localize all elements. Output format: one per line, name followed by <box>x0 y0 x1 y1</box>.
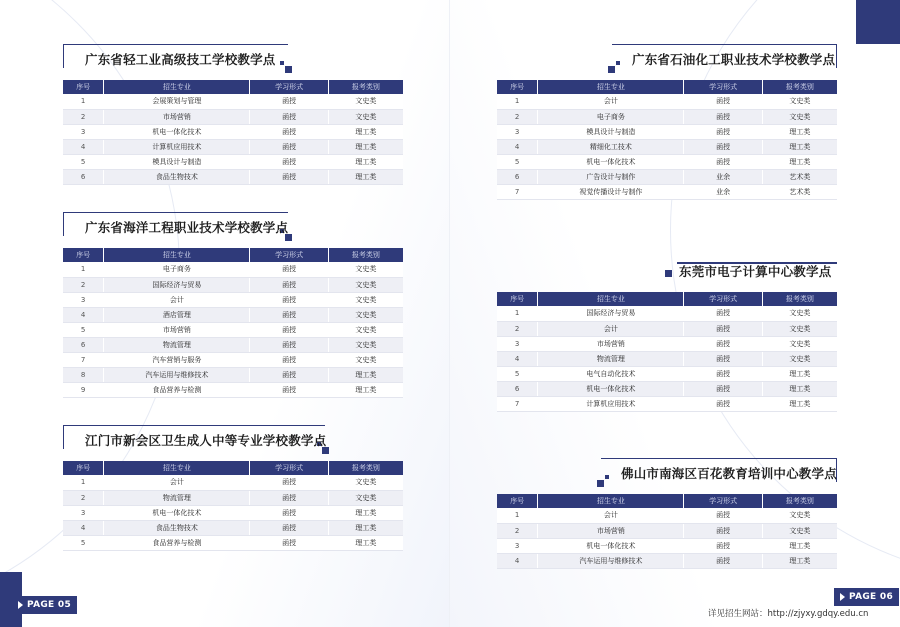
table-row <box>63 307 403 322</box>
row-number: 9 <box>63 382 104 397</box>
exam-category: 文史类 <box>762 508 837 523</box>
study-form: 函授 <box>250 322 328 337</box>
exam-category: 文史类 <box>328 307 403 322</box>
table-row <box>63 292 403 307</box>
section-jiangmen <box>63 425 403 551</box>
major-name: 机电一体化技术 <box>538 154 684 169</box>
row-number: 1 <box>497 94 538 109</box>
exam-category: 艺术类 <box>762 169 837 184</box>
table-row <box>63 262 403 277</box>
table-row <box>497 523 837 538</box>
table-row <box>63 277 403 292</box>
section-header <box>497 44 837 72</box>
table-row <box>63 169 403 184</box>
section-header <box>63 212 403 240</box>
exam-category: 文史类 <box>762 306 837 321</box>
study-form: 函授 <box>250 139 328 154</box>
section-title: 东莞市电子计算中心教学点 <box>679 264 832 279</box>
row-number: 2 <box>497 523 538 538</box>
table-row <box>497 396 837 411</box>
exam-category: 理工类 <box>328 139 403 154</box>
column-header: 序号 <box>63 248 104 262</box>
study-form: 函授 <box>250 352 328 367</box>
column-header: 招生专业 <box>104 461 250 475</box>
row-number: 6 <box>497 381 538 396</box>
section-title: 佛山市南海区百花教育培训中心教学点 <box>621 466 837 481</box>
column-header: 报考类别 <box>762 494 837 508</box>
section-header <box>497 458 837 486</box>
table-row <box>497 553 837 568</box>
exam-category: 理工类 <box>328 505 403 520</box>
major-name: 国际经济与贸易 <box>538 306 684 321</box>
major-name: 国际经济与贸易 <box>104 277 250 292</box>
column-header: 招生专业 <box>538 292 684 306</box>
major-name: 会计 <box>104 475 250 490</box>
column-header: 学习形式 <box>250 80 328 94</box>
row-number: 3 <box>497 336 538 351</box>
study-form: 函授 <box>250 520 328 535</box>
exam-category: 理工类 <box>762 124 837 139</box>
row-number: 1 <box>63 475 104 490</box>
column-header: 招生专业 <box>538 494 684 508</box>
table-row <box>497 351 837 366</box>
major-name: 物流管理 <box>104 490 250 505</box>
column-header: 序号 <box>497 494 538 508</box>
major-name: 市场营销 <box>104 109 250 124</box>
table-row <box>497 139 837 154</box>
row-number: 5 <box>497 366 538 381</box>
exam-category: 理工类 <box>762 139 837 154</box>
study-form: 函授 <box>250 262 328 277</box>
major-name: 模具设计与制造 <box>104 154 250 169</box>
section-haiyang <box>63 212 403 398</box>
study-form: 业余 <box>684 184 762 199</box>
major-name: 会计 <box>538 321 684 336</box>
table-row <box>63 475 403 490</box>
row-number: 6 <box>63 169 104 184</box>
section-shiyou <box>497 44 837 200</box>
section-title: 广东省石油化工职业技术学校教学点 <box>632 52 836 67</box>
table-row <box>63 490 403 505</box>
major-name: 视觉传播设计与制作 <box>538 184 684 199</box>
study-form: 函授 <box>250 277 328 292</box>
table-row <box>63 382 403 397</box>
row-number: 1 <box>497 508 538 523</box>
header-square-small <box>605 475 609 479</box>
exam-category: 文史类 <box>328 109 403 124</box>
exam-category: 理工类 <box>762 381 837 396</box>
study-form: 函授 <box>684 124 762 139</box>
major-name: 酒店管理 <box>104 307 250 322</box>
row-number: 1 <box>63 262 104 277</box>
column-header: 报考类别 <box>328 461 403 475</box>
major-name: 广告设计与制作 <box>538 169 684 184</box>
column-header: 报考类别 <box>328 248 403 262</box>
page-number-badge <box>834 588 899 606</box>
exam-category: 理工类 <box>762 538 837 553</box>
exam-category: 理工类 <box>328 535 403 550</box>
exam-category: 文史类 <box>762 109 837 124</box>
major-name: 市场营销 <box>538 523 684 538</box>
exam-category: 文史类 <box>328 475 403 490</box>
table-row <box>497 381 837 396</box>
table-row <box>63 109 403 124</box>
exam-category: 理工类 <box>762 154 837 169</box>
column-header: 招生专业 <box>104 248 250 262</box>
section-title: 广东省海洋工程职业技术学校教学点 <box>85 220 289 235</box>
major-name: 机电一体化技术 <box>538 381 684 396</box>
study-form: 函授 <box>684 553 762 568</box>
study-form: 函授 <box>684 538 762 553</box>
table-row <box>63 367 403 382</box>
right-page <box>450 0 900 627</box>
row-number: 3 <box>63 124 104 139</box>
row-number: 5 <box>497 154 538 169</box>
row-number: 7 <box>63 352 104 367</box>
table-row <box>63 505 403 520</box>
arrow-icon <box>840 593 845 601</box>
section-qinggong <box>63 44 403 185</box>
header-square <box>608 66 615 73</box>
exam-category: 理工类 <box>328 367 403 382</box>
table-row <box>497 336 837 351</box>
major-name: 电子商务 <box>104 262 250 277</box>
column-header: 学习形式 <box>250 248 328 262</box>
column-header: 序号 <box>63 80 104 94</box>
major-name: 模具设计与制造 <box>538 124 684 139</box>
major-name: 机电一体化技术 <box>104 124 250 139</box>
row-number: 4 <box>63 307 104 322</box>
major-name: 电气自动化技术 <box>538 366 684 381</box>
exam-category: 文史类 <box>328 262 403 277</box>
study-form: 函授 <box>684 94 762 109</box>
table-row <box>63 154 403 169</box>
column-header: 学习形式 <box>684 494 762 508</box>
study-form: 函授 <box>684 154 762 169</box>
row-number: 2 <box>497 109 538 124</box>
study-form: 函授 <box>684 336 762 351</box>
table-header-row <box>63 80 403 94</box>
column-header: 招生专业 <box>104 80 250 94</box>
section-header <box>63 425 403 453</box>
study-form: 函授 <box>250 490 328 505</box>
major-name: 计算机应用技术 <box>104 139 250 154</box>
row-number: 5 <box>63 322 104 337</box>
column-header: 学习形式 <box>684 292 762 306</box>
table-header-row <box>63 461 403 475</box>
major-name: 精细化工技术 <box>538 139 684 154</box>
row-number: 3 <box>63 292 104 307</box>
major-name: 会展策划与管理 <box>104 94 250 109</box>
exam-category: 理工类 <box>762 553 837 568</box>
row-number: 7 <box>497 184 538 199</box>
major-name: 市场营销 <box>104 322 250 337</box>
study-form: 函授 <box>684 139 762 154</box>
row-number: 3 <box>63 505 104 520</box>
column-header: 学习形式 <box>684 80 762 94</box>
table-row <box>497 169 837 184</box>
major-name: 食品生物技术 <box>104 169 250 184</box>
table-row <box>497 124 837 139</box>
row-number: 1 <box>63 94 104 109</box>
column-header: 报考类别 <box>328 80 403 94</box>
row-number: 2 <box>497 321 538 336</box>
study-form: 函授 <box>684 306 762 321</box>
row-number: 3 <box>497 124 538 139</box>
major-name: 食品营养与检测 <box>104 535 250 550</box>
row-number: 1 <box>497 306 538 321</box>
exam-category: 文史类 <box>328 352 403 367</box>
page-number-badge <box>12 596 77 614</box>
major-name: 机电一体化技术 <box>538 538 684 553</box>
exam-category: 文史类 <box>762 94 837 109</box>
table-row <box>497 184 837 199</box>
table-row <box>497 538 837 553</box>
section-foshan <box>497 458 837 569</box>
corner-block <box>856 0 900 44</box>
major-name: 物流管理 <box>538 351 684 366</box>
major-table <box>63 461 403 551</box>
exam-category: 文史类 <box>328 94 403 109</box>
table-row <box>63 352 403 367</box>
header-square-small <box>616 61 620 65</box>
study-form: 函授 <box>684 321 762 336</box>
major-name: 机电一体化技术 <box>104 505 250 520</box>
table-row <box>63 322 403 337</box>
exam-category: 文史类 <box>328 337 403 352</box>
column-header: 序号 <box>63 461 104 475</box>
study-form: 函授 <box>250 124 328 139</box>
row-number: 5 <box>63 154 104 169</box>
study-form: 函授 <box>684 396 762 411</box>
major-name: 会计 <box>104 292 250 307</box>
header-square <box>285 66 292 73</box>
major-table <box>63 80 403 185</box>
page-number: PAGE 05 <box>27 600 72 610</box>
table-row <box>497 508 837 523</box>
table-header-row <box>497 494 837 508</box>
row-number: 2 <box>63 109 104 124</box>
page-number: PAGE 06 <box>849 592 894 602</box>
major-name: 汽车运用与维修技术 <box>104 367 250 382</box>
major-name: 市场营销 <box>538 336 684 351</box>
study-form: 函授 <box>684 351 762 366</box>
study-form: 函授 <box>684 381 762 396</box>
study-form: 函授 <box>684 523 762 538</box>
study-form: 函授 <box>250 475 328 490</box>
table-header-row <box>497 80 837 94</box>
row-number: 2 <box>63 277 104 292</box>
row-number: 6 <box>63 337 104 352</box>
major-name: 会计 <box>538 508 684 523</box>
study-form: 函授 <box>250 382 328 397</box>
exam-category: 理工类 <box>328 169 403 184</box>
table-header-row <box>63 248 403 262</box>
exam-category: 理工类 <box>328 124 403 139</box>
major-name: 食品生物技术 <box>104 520 250 535</box>
header-square <box>597 480 604 487</box>
study-form: 函授 <box>250 94 328 109</box>
row-number: 4 <box>63 139 104 154</box>
header-square-small <box>280 61 284 65</box>
exam-category: 理工类 <box>328 520 403 535</box>
row-number: 4 <box>497 139 538 154</box>
exam-category: 文史类 <box>328 490 403 505</box>
exam-category: 理工类 <box>762 396 837 411</box>
table-row <box>497 306 837 321</box>
major-name: 物流管理 <box>104 337 250 352</box>
study-form: 函授 <box>250 367 328 382</box>
study-form: 函授 <box>250 109 328 124</box>
major-table <box>497 494 837 569</box>
major-name: 会计 <box>538 94 684 109</box>
exam-category: 理工类 <box>762 366 837 381</box>
major-name: 电子商务 <box>538 109 684 124</box>
major-name: 汽车营销与服务 <box>104 352 250 367</box>
major-name: 食品营养与检测 <box>104 382 250 397</box>
column-header: 报考类别 <box>762 292 837 306</box>
study-form: 函授 <box>250 535 328 550</box>
exam-category: 文史类 <box>762 523 837 538</box>
exam-category: 文史类 <box>762 336 837 351</box>
table-row <box>63 520 403 535</box>
table-row <box>497 94 837 109</box>
study-form: 业余 <box>684 169 762 184</box>
row-number: 5 <box>63 535 104 550</box>
major-table <box>497 80 837 200</box>
section-dongguan <box>497 256 837 412</box>
study-form: 函授 <box>684 366 762 381</box>
row-number: 8 <box>63 367 104 382</box>
table-row <box>497 154 837 169</box>
exam-category: 艺术类 <box>762 184 837 199</box>
exam-category: 文史类 <box>762 321 837 336</box>
exam-category: 理工类 <box>328 382 403 397</box>
table-header-row <box>497 292 837 306</box>
row-number: 7 <box>497 396 538 411</box>
exam-category: 文史类 <box>328 322 403 337</box>
column-header: 招生专业 <box>538 80 684 94</box>
exam-category: 文史类 <box>328 292 403 307</box>
study-form: 函授 <box>684 109 762 124</box>
column-header: 学习形式 <box>250 461 328 475</box>
table-row <box>63 124 403 139</box>
row-number: 4 <box>497 351 538 366</box>
major-name: 计算机应用技术 <box>538 396 684 411</box>
arrow-icon <box>18 601 23 609</box>
section-title: 江门市新会区卫生成人中等专业学校教学点 <box>85 433 327 448</box>
study-form: 函授 <box>684 508 762 523</box>
table-row <box>497 109 837 124</box>
major-table <box>497 292 837 412</box>
table-row <box>63 337 403 352</box>
row-number: 2 <box>63 490 104 505</box>
study-form: 函授 <box>250 169 328 184</box>
exam-category: 文史类 <box>762 351 837 366</box>
table-row <box>63 535 403 550</box>
table-row <box>497 366 837 381</box>
row-number: 6 <box>497 169 538 184</box>
column-header: 序号 <box>497 292 538 306</box>
column-header: 报考类别 <box>762 80 837 94</box>
study-form: 函授 <box>250 337 328 352</box>
section-title: 广东省轻工业高级技工学校教学点 <box>85 52 276 67</box>
study-form: 函授 <box>250 505 328 520</box>
exam-category: 理工类 <box>328 154 403 169</box>
table-row <box>63 139 403 154</box>
exam-category: 文史类 <box>328 277 403 292</box>
major-table <box>63 248 403 398</box>
section-header <box>497 256 837 284</box>
row-number: 4 <box>63 520 104 535</box>
major-name: 汽车运用与维修技术 <box>538 553 684 568</box>
study-form: 函授 <box>250 292 328 307</box>
row-number: 3 <box>497 538 538 553</box>
study-form: 函授 <box>250 154 328 169</box>
column-header: 序号 <box>497 80 538 94</box>
row-number: 4 <box>497 553 538 568</box>
table-row <box>497 321 837 336</box>
table-row <box>63 94 403 109</box>
section-header <box>63 44 403 72</box>
website-link[interactable]: 详见招生网站：http://zjyxy.gdqy.edu.cn <box>708 609 869 619</box>
study-form: 函授 <box>250 307 328 322</box>
header-square <box>665 270 672 277</box>
